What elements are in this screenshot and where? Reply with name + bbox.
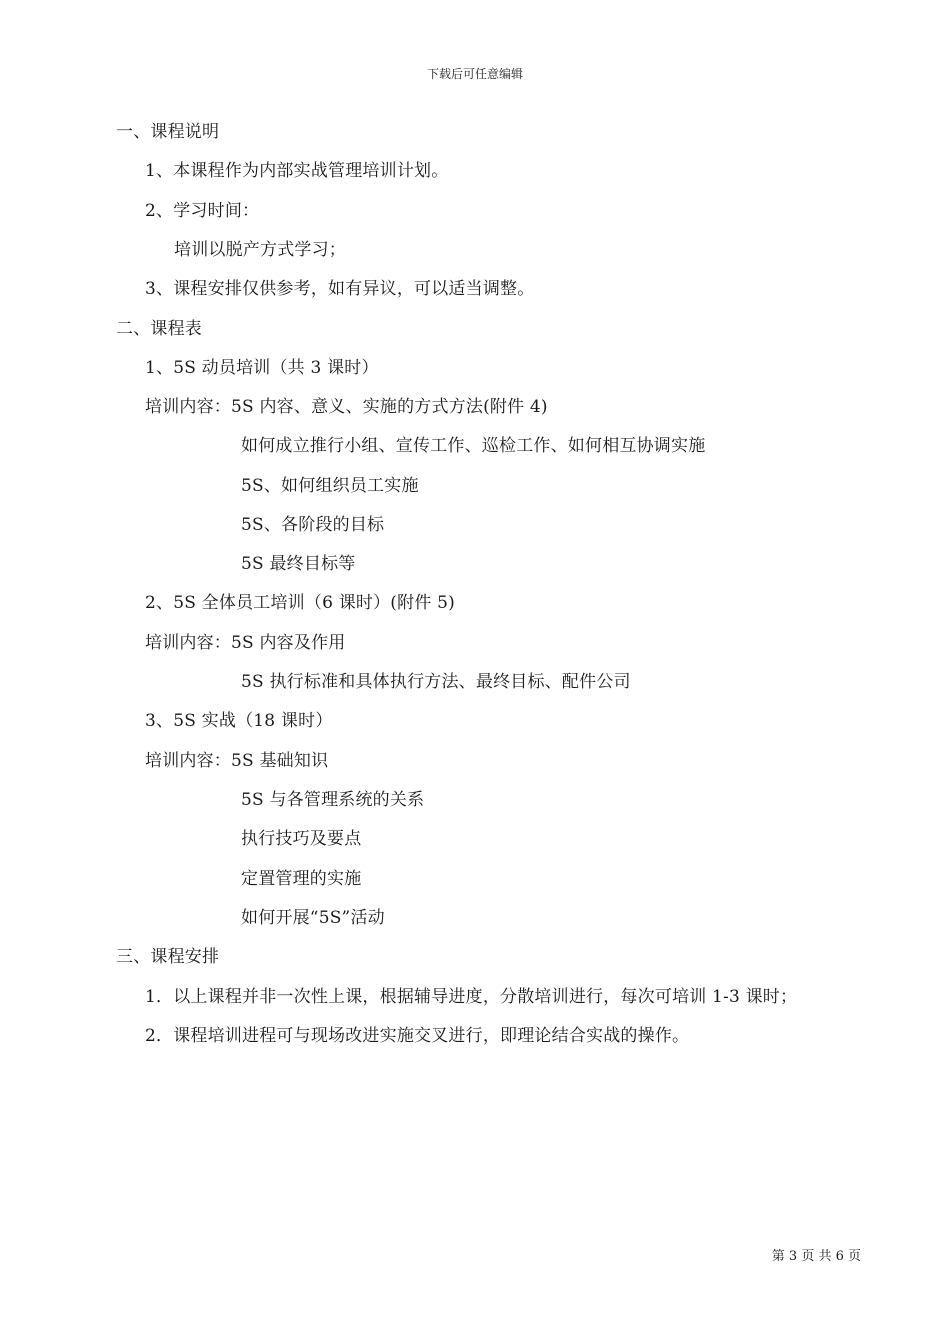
schedule-item-3-detail: 5S 与各管理系统的关系 [241,790,425,810]
schedule-item-3-detail: 定置管理的实施 [241,869,362,889]
schedule-item-2-detail: 5S 执行标准和具体执行方法、最终目标、配件公司 [241,672,631,692]
page-number: 第 3 页 共 6 页 [771,1249,861,1264]
schedule-item-1-content: 培训内容：5S 内容、意义、实施的方式方法(附件 4) [145,397,548,417]
schedule-item-3-content: 培训内容：5S 基础知识 [145,751,329,771]
section-heading-course-description: 一、课程说明 [116,122,220,142]
paragraph-item-1: 1、本课程作为内部实战管理培训计划。 [145,161,449,181]
schedule-item-2-title: 2、5S 全体员工培训（6 课时）(附件 5) [145,593,455,613]
paragraph-item-2: 2、学习时间： [145,201,260,221]
schedule-item-2-content: 培训内容：5S 内容及作用 [145,633,346,653]
schedule-item-1-detail: 5S、如何组织员工实施 [241,476,419,496]
schedule-item-1-title: 1、5S 动员培训（共 3 课时） [145,358,379,378]
schedule-item-3-detail: 如何开展“5S”活动 [241,908,385,928]
paragraph-item-3: 3、课程安排仅供参考，如有异议，可以适当调整。 [145,279,535,299]
schedule-item-1-detail: 如何成立推行小组、宣传工作、巡检工作、如何相互协调实施 [241,436,706,456]
schedule-item-1-detail: 5S、各阶段的目标 [241,515,385,535]
schedule-item-3-title: 3、5S 实战（18 课时） [145,711,333,731]
paragraph-text: 培训以脱产方式学习； [174,240,346,260]
arrangement-item-1: 1．以上课程并非一次性上课，根据辅导进度，分散培训进行，每次可培训 1-3 课时； [145,987,798,1007]
section-heading-schedule: 二、课程表 [116,319,202,339]
arrangement-item-2: 2．课程培训进程可与现场改进实施交叉进行，即理论结合实战的操作。 [145,1026,690,1046]
section-heading-arrangement: 三、课程安排 [116,947,220,967]
schedule-item-3-detail: 执行技巧及要点 [241,829,362,849]
schedule-item-1-detail: 5S 最终目标等 [241,554,356,574]
page-header: 下载后可任意编辑 [426,67,523,81]
